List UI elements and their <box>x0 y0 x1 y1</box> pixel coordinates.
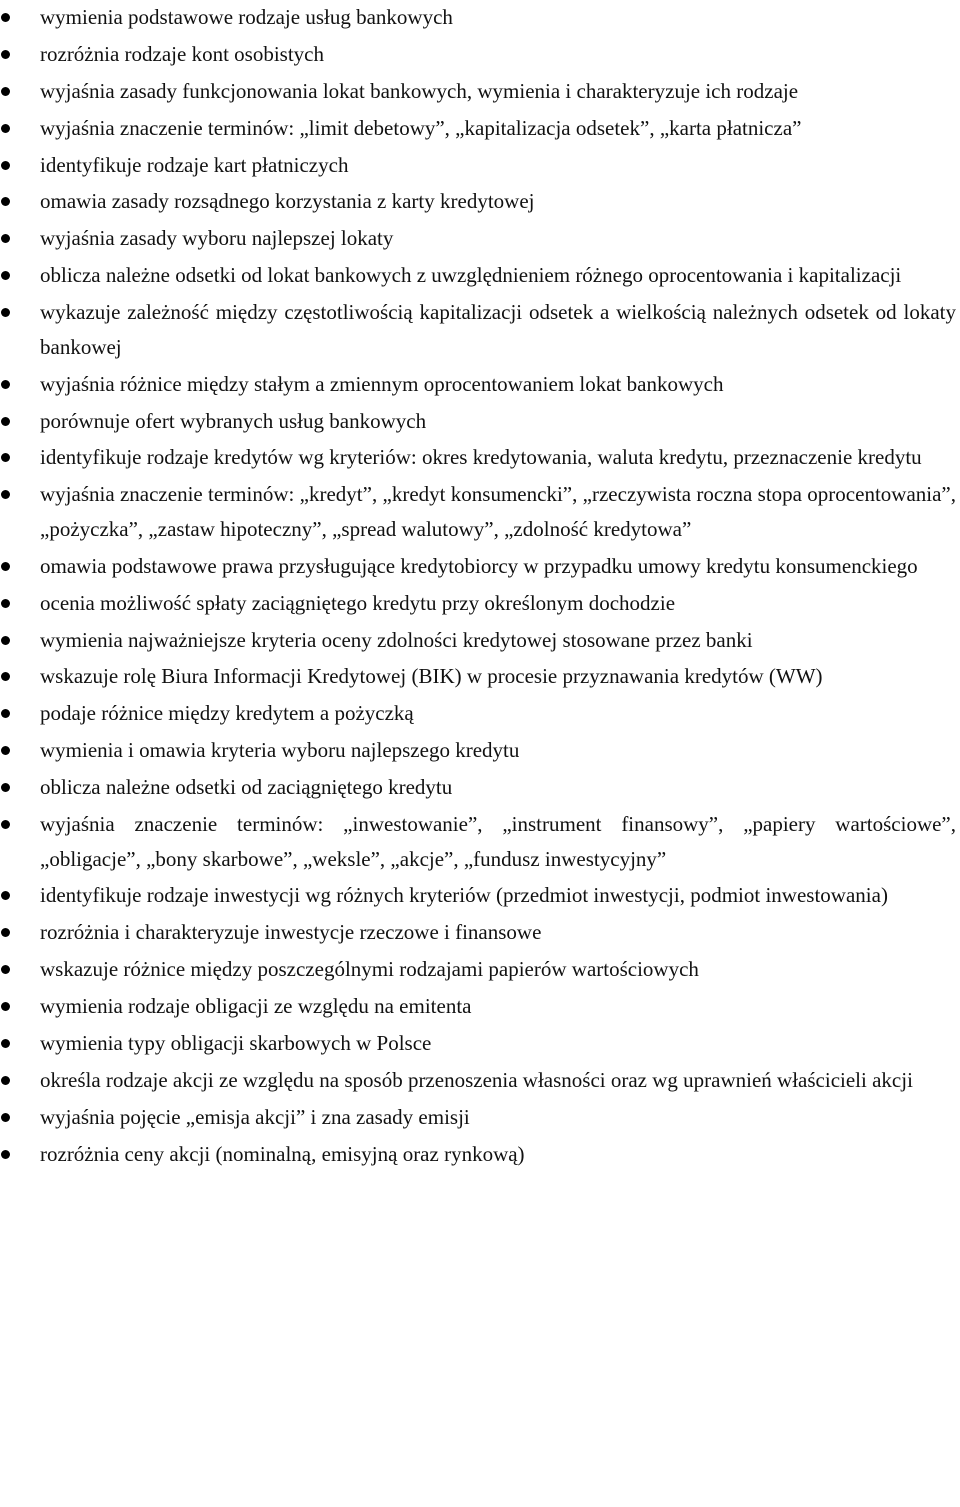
list-item-text: wskazuje różnice między poszczególnymi rodzajami papierów wartościowych <box>40 957 699 982</box>
list-item <box>0 477 960 546</box>
bullet-icon <box>1 124 10 133</box>
list-item-text: omawia zasady rozsądnego korzystania z karty kredytowej <box>40 189 535 214</box>
list-item-text: oblicza należne odsetki od lokat bankowych z uwzględnieniem różnego oprocentowania i kapitalizacji <box>40 263 902 288</box>
list-item <box>0 111 960 146</box>
list-item-text: wymienia typy obligacji skarbowych w Polsce <box>40 1031 432 1056</box>
bullet-icon <box>1 783 10 792</box>
bullet-icon <box>1 1002 10 1011</box>
list-item <box>0 878 960 913</box>
list-item-text: rozróżnia i charakteryzuje inwestycje rzeczowe i finansowe <box>40 920 542 945</box>
list-item <box>0 1137 960 1172</box>
bullet-icon <box>1 380 10 389</box>
list-item <box>0 1026 960 1061</box>
list-item <box>0 989 960 1024</box>
bullet-icon <box>1 161 10 170</box>
list-item <box>0 367 960 402</box>
list-item <box>0 586 960 621</box>
list-item <box>0 623 960 658</box>
bullet-icon <box>1 928 10 937</box>
list-item-text: wyjaśnia różnice między stałym a zmiennym oprocentowaniem lokat bankowych <box>40 371 724 396</box>
bullet-icon <box>1 453 10 462</box>
bullet-icon <box>1 965 10 974</box>
bullet-icon <box>1 562 10 571</box>
bullet-icon <box>1 820 10 829</box>
list-item-text: wyjaśnia znaczenie terminów: „inwestowanie”, „instrument finansowy”, „papiery wartościowe”, „obligacje”, „bony skarbowe”, „weksle”, „akcje”, „fundusz inwestycyjny” <box>40 812 956 871</box>
bullet-icon <box>1 599 10 608</box>
list-item-text: wymienia rodzaje obligacji ze względu na emitenta <box>40 994 472 1019</box>
list-item-text: wymienia najważniejsze kryteria oceny zdolności kredytowej stosowane przez banki <box>40 627 753 652</box>
list-item <box>0 0 960 35</box>
list-item-text: omawia podstawowe prawa przysługujące kredytobiorcy w przypadku umowy kredytu konsumenckiego <box>40 553 918 578</box>
list-item <box>0 404 960 439</box>
bullet-icon <box>1 1039 10 1048</box>
list-item <box>0 915 960 950</box>
bullet-icon <box>1 1076 10 1085</box>
list-item-text: porównuje ofert wybranych usług bankowych <box>40 408 427 433</box>
bullet-icon <box>1 636 10 645</box>
bullet-icon <box>1 1113 10 1122</box>
list-item <box>0 770 960 805</box>
bullet-icon <box>1 13 10 22</box>
list-item <box>0 696 960 731</box>
list-item <box>0 733 960 768</box>
list-item-text: oblicza należne odsetki od zaciągniętego kredytu <box>40 775 453 800</box>
bullet-icon <box>1 234 10 243</box>
list-item <box>0 659 960 694</box>
list-item <box>0 1100 960 1135</box>
list-item <box>0 952 960 987</box>
list-item <box>0 221 960 256</box>
bullet-icon <box>1 1150 10 1159</box>
list-item-text: wyjaśnia pojęcie „emisja akcji” i zna zasady emisji <box>40 1104 470 1129</box>
list-item <box>0 549 960 584</box>
list-item <box>0 148 960 183</box>
list-item <box>0 74 960 109</box>
bullet-icon <box>1 271 10 280</box>
bullet-icon <box>1 197 10 206</box>
list-item-text: ocenia możliwość spłaty zaciągniętego kredytu przy określonym dochodzie <box>40 590 676 615</box>
bullet-icon <box>1 308 10 317</box>
list-item-text: wymienia i omawia kryteria wyboru najlepszego kredytu <box>40 738 520 763</box>
list-item-text: określa rodzaje akcji ze względu na sposób przenoszenia własności oraz wg uprawnień właścicieli akcji <box>40 1067 913 1092</box>
list-item <box>0 807 960 876</box>
list-item-text: wskazuje rolę Biura Informacji Kredytowej (BIK) w procesie przyznawania kredytów (WW) <box>40 664 823 689</box>
list-item <box>0 295 960 364</box>
bullet-icon <box>1 891 10 900</box>
list-item <box>0 184 960 219</box>
bullet-icon <box>1 746 10 755</box>
list-item-text: wyjaśnia zasady funkcjonowania lokat bankowych, wymienia i charakteryzuje ich rodzaje <box>40 78 799 103</box>
bullet-icon <box>1 490 10 499</box>
list-item-text: rozróżnia rodzaje kont osobistych <box>40 41 324 66</box>
list-item <box>0 1063 960 1098</box>
list-item-text: wykazuje zależność między częstotliwością kapitalizacji odsetek a wielkością należnych odsetek od lokaty bankowej <box>40 300 956 359</box>
list-item-text: identyfikuje rodzaje kredytów wg kryteriów: okres kredytowania, waluta kredytu, przeznaczenie kredytu <box>40 445 922 470</box>
bullet-icon <box>1 50 10 59</box>
list-item-text: identyfikuje rodzaje inwestycji wg różnych kryteriów (przedmiot inwestycji, podmiot inwestowania) <box>40 883 888 908</box>
list-item-text: rozróżnia ceny akcji (nominalną, emisyjną oraz rynkową) <box>40 1141 525 1166</box>
bullet-icon <box>1 87 10 96</box>
list-item-text: wymienia podstawowe rodzaje usług bankowych <box>40 5 453 29</box>
list-item-text: wyjaśnia znaczenie terminów: „kredyt”, „kredyt konsumencki”, „rzeczywista roczna stopa oprocentowania”, „pożyczka”, „zastaw hipoteczny”, „spread walutowy”, „zdolność kredytowa” <box>40 482 956 541</box>
list-item-text: wyjaśnia znaczenie terminów: „limit debetowy”, „kapitalizacja odsetek”, „karta płatnicza” <box>40 115 802 140</box>
list-item-text: identyfikuje rodzaje kart płatniczych <box>40 152 349 177</box>
bullet-icon <box>1 672 10 681</box>
list-item-text: podaje różnice między kredytem a pożyczką <box>40 701 414 726</box>
bullet-icon <box>1 417 10 426</box>
list-item <box>0 258 960 293</box>
list-item-text: wyjaśnia zasady wyboru najlepszej lokaty <box>40 226 394 251</box>
list-item <box>0 37 960 72</box>
list-item <box>0 440 960 475</box>
bullet-icon <box>1 709 10 718</box>
